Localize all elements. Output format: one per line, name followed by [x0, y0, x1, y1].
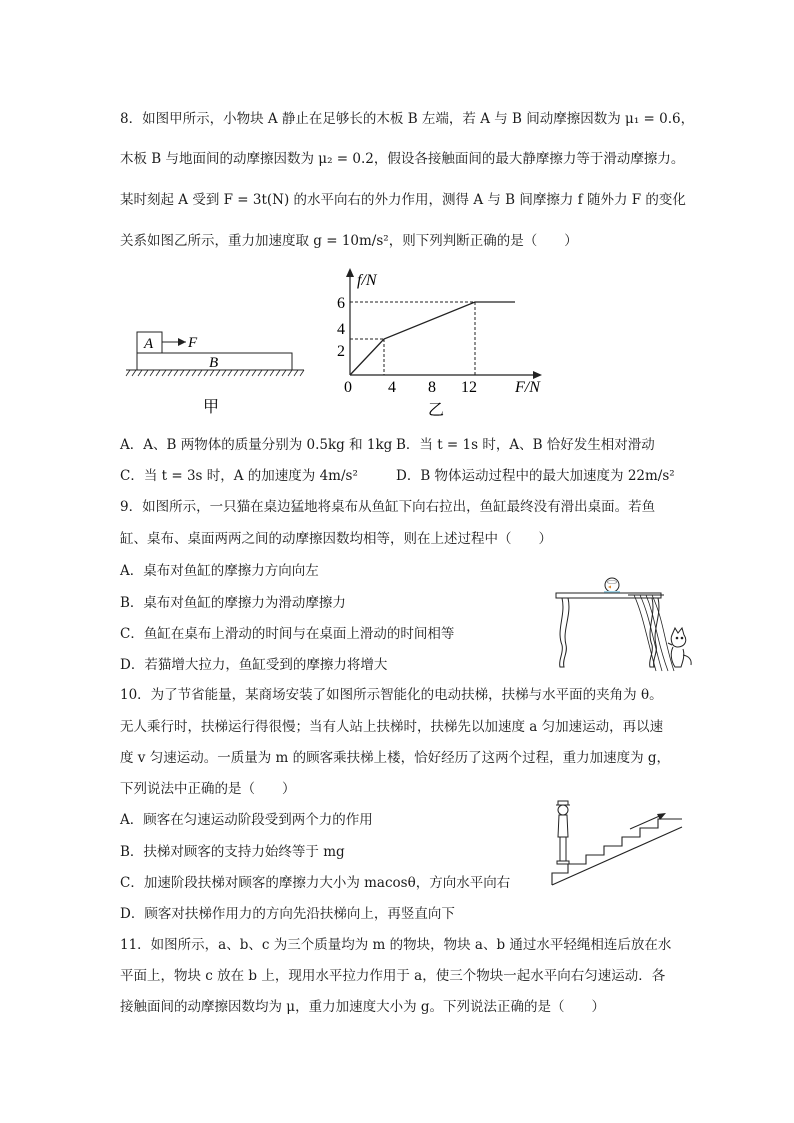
q8-option-a[interactable]: A．A、B 两物体的质量分别为 0.5kg 和 1kg	[120, 437, 393, 453]
q8-line-3: 某时刻起 A 受到 F = 3t(N) 的水平向右的外力作用，测得 A 与 B 间摩擦力 f 随外力 F 的变化	[120, 192, 686, 208]
x-axis-label: F/N	[515, 379, 540, 396]
q11-line-1: 11．如图所示，a、b、c 为三个质量均为 m 的物块，物块 a、b 通过水平轻绳相连后放在水	[120, 937, 672, 953]
customer-icon	[556, 801, 570, 864]
q9-line-2: 缸、桌布、桌面两两之间的动摩擦因数均相等，则在上述过程中（ ）	[120, 531, 552, 547]
cat-table-drawing	[548, 575, 698, 675]
q8-line-1: 8．如图甲所示，小物块 A 静止在足够长的木板 B 左端，若 A 与 B 间动摩擦因数为 μ₁ = 0.6，	[120, 111, 695, 127]
q8-line-2: 木板 B 与地面间的动摩擦因数为 μ₂ = 0.2，假设各接触面间的最大静摩擦力等于滑动摩擦力。	[120, 151, 685, 167]
q8-option-d[interactable]: D．B 物体运动过程中的最大加速度为 22m/s²	[396, 468, 675, 484]
q9-option-d[interactable]: D．若猫增大拉力，鱼缸受到的摩擦力将增大	[120, 657, 388, 673]
x-tick-4: 4	[388, 379, 396, 396]
x-tick-8: 8	[428, 379, 436, 396]
figure-yi-caption: 乙	[428, 402, 445, 419]
q9-line-1: 9．如图所示，一只猫在桌边猛地将桌布从鱼缸下向右拉出，鱼缸最终没有滑出桌面。若鱼	[120, 499, 656, 515]
q9-option-a[interactable]: A．桌布对鱼缸的摩擦力方向向左	[120, 563, 319, 579]
q10-line-3: 度 v 匀速运动。一质量为 m 的顾客乘扶梯上楼，恰好经历了这两个过程，重力加速度为 g，	[120, 750, 671, 766]
figure-cat-table	[548, 575, 698, 675]
q8-option-c[interactable]: C．当 t = 3s 时，A 的加速度为 4m/s²	[120, 468, 358, 484]
y-tick-2: 2	[337, 343, 345, 360]
figure-jia-drawing	[120, 320, 310, 420]
q10-line-1: 10．为了节省能量，某商场安装了如图所示智能化的电动扶梯，扶梯与水平面的夹角为 θ。	[120, 687, 663, 703]
q11-line-3: 接触面间的动摩擦因数均为 μ，重力加速度大小为 g。下列说法正确的是（ ）	[120, 999, 605, 1015]
q10-line-2: 无人乘行时，扶梯运行得很慢；当有人站上扶梯时，扶梯先以加速度 a 匀加速运动，再以速	[120, 719, 664, 735]
cat-icon	[668, 628, 691, 667]
block-a-label: A	[144, 336, 154, 352]
q10-line-4: 下列说法中正确的是（ ）	[120, 781, 296, 797]
q10-option-b[interactable]: B．扶梯对顾客的支持力始终等于 mg	[120, 844, 345, 860]
board-b-label: B	[209, 355, 219, 371]
y-tick-6: 6	[337, 295, 345, 312]
q10-option-c[interactable]: C．加速阶段扶梯对顾客的摩擦力大小为 macosθ，方向水平向右	[120, 875, 511, 891]
figure-jia	[120, 320, 310, 420]
figure-yi	[330, 265, 560, 420]
y-tick-4: 4	[337, 321, 345, 338]
q8-option-b[interactable]: B．当 t = 1s 时，A、B 恰好发生相对滑动	[396, 437, 655, 453]
q10-option-a[interactable]: A．顾客在匀速运动阶段受到两个力的作用	[120, 812, 373, 828]
force-f-label: F	[188, 335, 198, 351]
q8-line-4: 关系如图乙所示，重力加速度取 g = 10m/s²，则下列判断正确的是（ ）	[120, 233, 578, 249]
q9-option-b[interactable]: B．桌布对鱼缸的摩擦力为滑动摩擦力	[120, 595, 346, 611]
figure-jia-caption: 甲	[203, 399, 220, 416]
q11-line-2: 平面上，物块 c 放在 b 上，现用水平拉力作用于 a，使三个物块一起水平向右匀速运动．各	[120, 968, 666, 984]
fishbowl-icon	[605, 578, 619, 592]
y-axis-label: f/N	[357, 272, 377, 289]
x-tick-12: 12	[461, 379, 477, 396]
origin-label: 0	[344, 379, 352, 396]
escalator-drawing	[548, 795, 688, 890]
q10-option-d[interactable]: D．顾客对扶梯作用力的方向先沿扶梯向上，再竖直向下	[120, 906, 455, 922]
figure-escalator	[548, 795, 688, 890]
figure-yi-graph	[330, 265, 560, 420]
q9-option-c[interactable]: C．鱼缸在桌布上滑动的时间与在桌面上滑动的时间相等	[120, 626, 455, 642]
